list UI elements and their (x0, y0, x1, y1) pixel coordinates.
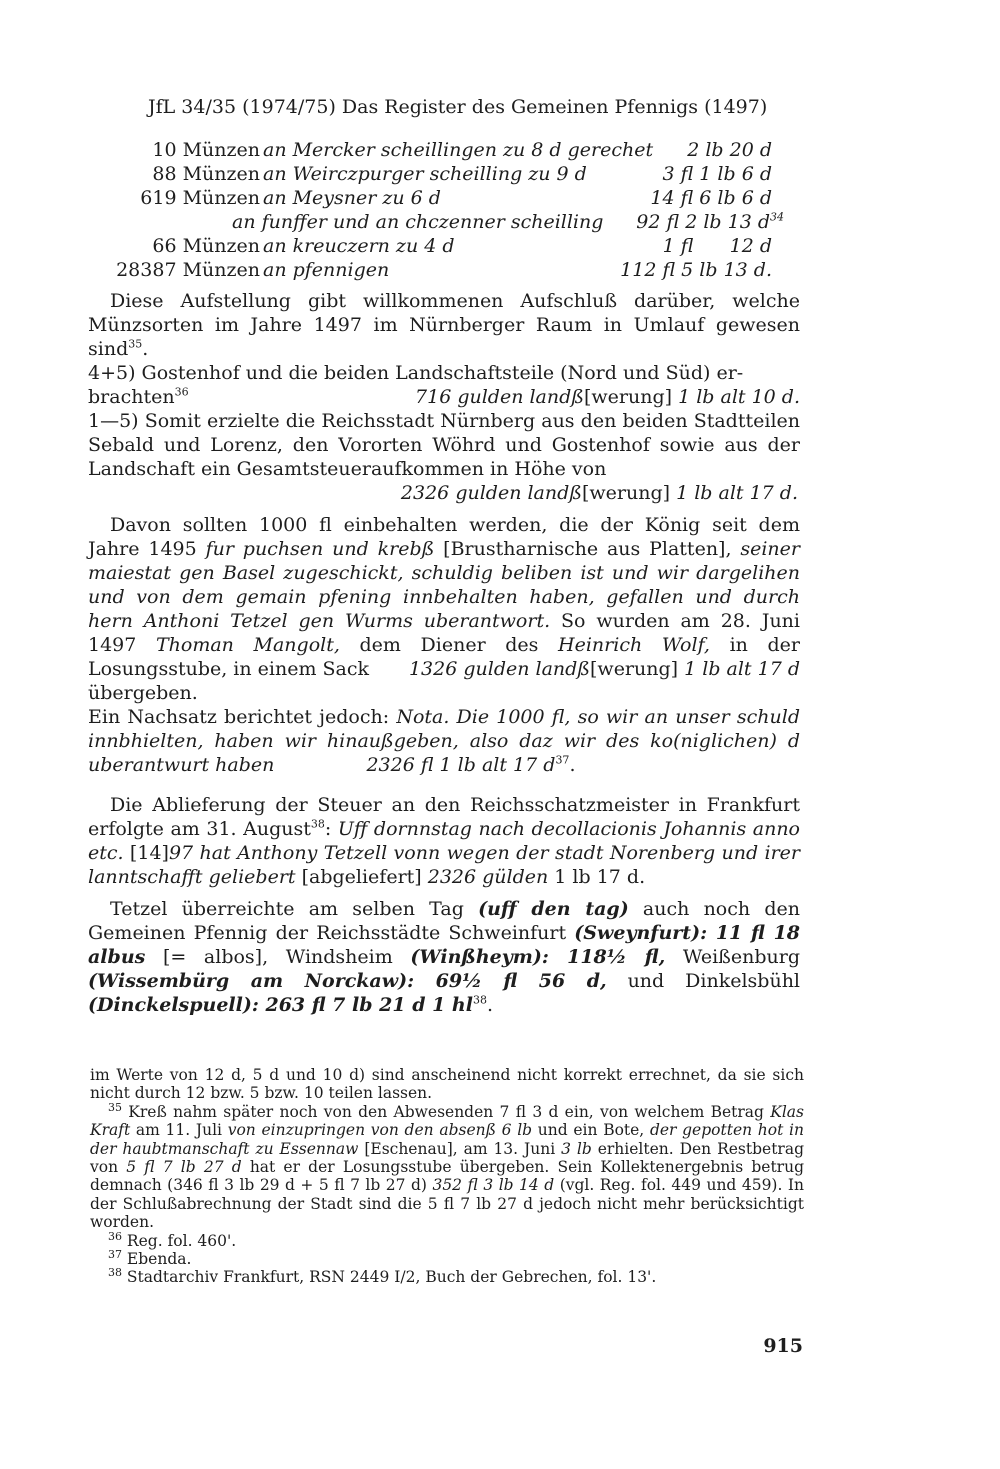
page-number: 915 (763, 1335, 803, 1357)
paragraph: Tetzel überreichte am selben Tag (uff den tag) auch noch den Gemeinen Pfennig der Reichsstädte Schweinfurt (Sweynfurt): 11 fl 18 albus [= albos], Windsheim (Winßheym): 118½ fl, Weißenburg (Wissembürg am Norckaw): 69½ fl 56 d, und Dinkelsbühl (Dinckelspuell): 263 fl 7 lb 21 d 1 $hl^{38}$. (88, 898, 801, 1016)
coin-type: an funffer und an chczenner scheilling (232, 211, 604, 233)
coin-count: 619 Münzen (140, 187, 260, 209)
footnote-36: $^{36}$ Reg. fol. 460'. (108, 1229, 237, 1250)
coin-row (82, 234, 802, 258)
coin-amount: 112 fl 5 lb 13 d. (620, 259, 772, 281)
coin-type: an kreuczern zu 4 d (263, 235, 455, 257)
footnotes (90, 1066, 804, 1287)
footnote-37: $^{37}$ Ebenda. (108, 1247, 192, 1269)
footnote-38: $^{38}$ Stadtarchiv Frankfurt, RSN 2449 I/2, Buch der Gebrechen, fol. 13'. (108, 1266, 657, 1287)
main-text (88, 289, 800, 1017)
paragraph: Davon sollten 1000 fl einbehalten werden, die der König seit dem Jahre 1495 fur puchsen und krebß [Brustharnische aus Platten], seiner maiestat gen Basel zugeschickt, schuldig beliben ist und wir dargelihen und von dem gemain pfening innbehalten haben, gefallen und durch hern Anthoni Tetzel gen Wurms uberantwort. So wurden am 28. Juni 1497 Thoman Mangolt, dem Diener des Heinrich Wolf, in der Losungsstube, in einem Sack 1326 gulden landß[werung] 1 lb alt 17 d übergeben. (88, 514, 801, 704)
coin-amount: 3 fl 1 lb 6 d (662, 163, 772, 185)
coin-row (82, 138, 802, 162)
coin-count: 88 Münzen (152, 163, 260, 185)
paragraph: Ein Nachsatz berichtet jedoch: Nota. Die 1000 fl, so wir an unser schuld innbhielten, haben wir hinaußgeben, also daz wir des ko(niglichen) d uberantwurt haben 2326 fl 1 lb alt 17 $d^{37}$. (88, 706, 801, 776)
running-header: JfL 34/35 (1974/75) Das Register des Gemeinen Pfennigs (1497) (148, 96, 768, 118)
footnote-35: $^{35}$ Kreß nahm später noch von den Abwesenden 7 fl 3 d ein, von welchem Betrag Klas Kraft am 11. Juli von einzupringen von den absenß 6 lb und ein Bote, der gepotten hot in der haubtmanschaft zu Essennaw [Eschenau], am 13. Juni 3 lb erhielten. Den Restbetrag von 5 fl 7 lb 27 d hat er der Losungsstube übergeben. Sein Kollektenergebnis betrug demnach (346 fl 3 lb 29 d + 5 fl 7 lb 27 d) 352 fl 3 lb 14 d (vgl. Reg. fol. 449 und 459). In der Schlußabrechnung der Stadt sind die 5 fl 7 lb 27 d jedoch nicht mehr berücksichtigt worden. (90, 1100, 805, 1232)
coin-row (82, 186, 802, 210)
coin-type: an Weirczpurger scheilling zu 9 d (263, 163, 587, 185)
coin-row (82, 210, 802, 234)
coin-type: an Meysner zu 6 d (263, 187, 441, 209)
coin-amount: 2 lb 20 d (687, 139, 772, 161)
paragraph: 1—5) Somit erzielte die Reichsstadt Nürnberg aus den beiden Stadtteilen Sebald und Lorenz, den Vororten Wöhrd und Gostenhof sowie aus der Landschaft ein Gesamtsteueraufkommen in Höhe von 2326 gulden landß[werung] 1 lb alt 17 d. (88, 410, 800, 504)
coin-amount: 14 fl 6 lb 6 d (650, 187, 772, 209)
coin-count: 66 Münzen (152, 235, 260, 257)
coin-row (82, 258, 802, 282)
coin-type: an pfennigen (263, 259, 390, 281)
paragraph: 4+5) Gostenhof und die beiden Landschaftsteile (Nord und Süd) er- brachten$^{36}$ 716 gulden landß[werung] 1 lb alt 10 d. (88, 362, 800, 408)
coin-type: an Mercker scheillingen zu 8 d gerechet (263, 139, 654, 161)
coin-table (82, 138, 802, 282)
coin-amount: 1 fl 12 d (662, 235, 772, 257)
footnote-continuation: im Werte von 12 d, 5 d und 10 d) sind anscheinend nicht korrekt errechnet, da sie sich nicht durch 12 bzw. 5 bzw. 10 teilen lassen. (90, 1066, 804, 1103)
paragraph: Diese Aufstellung gibt willkommenen Aufschluß darüber, welche Münzsorten im Jahre 1497 im Nürnberger Raum in Umlauf gewesen sind$^{35}$. (88, 290, 800, 360)
coin-count: 10 Münzen (152, 139, 260, 161)
coin-amount: 92 fl 2 lb 13 $d^{34}$ (636, 210, 784, 233)
paragraph: Die Ablieferung der Steuer an den Reichsschatzmeister in Frankfurt erfolgte am 31. August$^{38}$: Uff dornnstag nach decollacionis Johannis anno etc. [14]97 hat Anthony Tetzell vonn wegen der stadt Norenberg und irer lanntschafft geliebert [abgeliefert] 2326 gülden 1 lb 17 d. (88, 794, 801, 888)
coin-count: 28387 Münzen (116, 259, 260, 281)
coin-row (82, 162, 802, 186)
